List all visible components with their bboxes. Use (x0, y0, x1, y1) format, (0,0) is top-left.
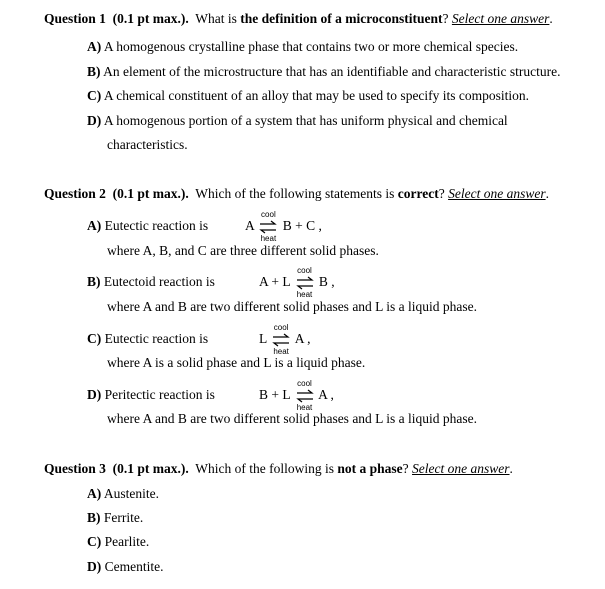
q3-option-c-text: Pearlite. (104, 534, 150, 549)
arrow-label-heat: heat (260, 233, 277, 243)
q1-option-b-text: An element of the microstructure that has an identifiable and characteristic structure. (103, 64, 561, 79)
question-1-header: Question 1 (0.1 pt max.). What is the definition of a microconstituent? Select one answer. (44, 11, 553, 26)
q2-option-c-letter: C) (87, 331, 102, 346)
arrow-label-cool: cool (261, 209, 276, 219)
q2-option-d-lhs: B + L (259, 387, 291, 402)
q2-option-a-name: Eutectic reaction is (104, 218, 209, 233)
question-1-points: (0.1 pt max.). (112, 11, 189, 26)
q2-option-d-equation (259, 378, 334, 412)
arrow-label-cool: cool (297, 265, 312, 275)
question-1-text: What is (195, 11, 237, 26)
q2-option-c[interactable] (87, 331, 208, 347)
q1-option-a-text: A homogenous crystalline phase that contains two or more chemical species. (103, 39, 519, 54)
q2-option-a-letter: A) (87, 218, 102, 233)
question-2-points: (0.1 pt max.). (112, 186, 189, 201)
arrow-label-heat: heat (296, 402, 313, 412)
q1-option-b[interactable] (87, 64, 560, 80)
question-2-qmark: ? (438, 186, 445, 201)
question-1-emphasis: the definition of a microconstituent (240, 11, 443, 26)
q2-option-b-rhs: B , (318, 274, 335, 289)
q1-option-c[interactable] (87, 88, 529, 104)
q1-option-a[interactable] (87, 39, 518, 55)
q3-option-c[interactable] (87, 534, 149, 550)
q1-option-d-text: A homogenous portion of a system that has uniform physical and chemical (103, 113, 508, 128)
q2-option-c-name: Eutectic reaction is (104, 331, 209, 346)
q1-option-a-letter: A) (87, 39, 102, 54)
q2-option-c-lhs: L (259, 331, 267, 346)
q2-option-c-rhs: A , (294, 331, 311, 346)
question-3-text: Which of the following is (195, 461, 335, 476)
q1-option-b-letter: B) (87, 64, 101, 79)
question-2-text: Which of the following statements is (195, 186, 395, 201)
q3-option-d-letter: D) (87, 559, 102, 574)
q3-option-a-text: Austenite. (103, 486, 160, 501)
q2-option-a-desc: where A, B, and C are three different solid phases. (107, 243, 379, 258)
q3-option-a-letter: A) (87, 486, 102, 501)
q2-option-a-equation (245, 209, 322, 243)
arrow-label-heat: heat (296, 289, 313, 299)
question-1-label: Question 1 (44, 11, 106, 26)
equilibrium-arrow-icon (259, 209, 277, 243)
question-3-qmark: ? (402, 461, 409, 476)
question-3-select-hint: Select one answer (412, 461, 510, 476)
q3-option-a[interactable] (87, 486, 159, 502)
q2-option-a-rhs: B + C , (282, 218, 322, 233)
question-1-select-hint: Select one answer (451, 11, 550, 26)
q2-option-b-lhs: A + L (259, 274, 291, 289)
q2-option-d-desc: where A and B are two different solid phases and L is a liquid phase. (107, 411, 478, 426)
equilibrium-arrow-icon (272, 322, 290, 356)
q2-option-a[interactable] (87, 218, 208, 234)
question-1-qmark: ? (442, 11, 449, 26)
question-2-header: Question 2 (0.1 pt max.). Which of the following statements is correct? Select one answer. (44, 186, 549, 201)
q3-option-b-text: Ferrite. (103, 510, 144, 525)
q2-option-d-letter: D) (87, 387, 102, 402)
arrow-label-cool: cool (273, 322, 289, 332)
q2-option-d[interactable] (87, 387, 215, 403)
q3-option-d-text: Cementite. (104, 559, 164, 574)
q2-option-c-desc: where A is a solid phase and L is a liquid phase. (107, 355, 366, 370)
question-2-emphasis: correct (397, 186, 439, 201)
question-3-emphasis: not a phase (337, 461, 403, 476)
q2-option-b-letter: B) (87, 274, 101, 289)
q2-option-b-equation (259, 265, 335, 299)
equilibrium-arrow-icon (296, 378, 314, 412)
q2-option-b[interactable] (87, 274, 215, 290)
equilibrium-arrow-icon (296, 265, 314, 299)
question-3-points: (0.1 pt max.). (112, 461, 189, 476)
question-2-select-hint: Select one answer (448, 186, 546, 201)
q1-option-d[interactable] (87, 113, 508, 129)
q2-option-b-desc: where A and B are two different solid phases and L is a liquid phase. (107, 299, 478, 314)
question-3-header: Question 3 (0.1 pt max.). Which of the following is not a phase? Select one answer. (44, 461, 513, 476)
q2-option-b-name: Eutectoid reaction is (103, 274, 215, 289)
arrow-label-cool: cool (297, 378, 312, 388)
q3-option-b-letter: B) (87, 510, 101, 525)
arrow-label-heat: heat (273, 346, 289, 356)
q2-option-c-equation (259, 322, 311, 356)
q2-option-d-name: Peritectic reaction is (104, 387, 215, 402)
q1-option-d-letter: D) (87, 113, 102, 128)
q2-option-a-lhs: A (245, 218, 255, 233)
question-2-label: Question 2 (44, 186, 106, 201)
q2-option-d-rhs: A , (318, 387, 334, 402)
question-3-label: Question 3 (44, 461, 106, 476)
q3-option-b[interactable] (87, 510, 143, 526)
q1-option-c-letter: C) (87, 88, 102, 103)
q1-option-c-text: A chemical constituent of an alloy that may be used to specify its composition. (103, 88, 530, 103)
q1-option-d-continuation: characteristics. (107, 137, 188, 152)
q3-option-d[interactable] (87, 559, 163, 575)
q3-option-c-letter: C) (87, 534, 102, 549)
